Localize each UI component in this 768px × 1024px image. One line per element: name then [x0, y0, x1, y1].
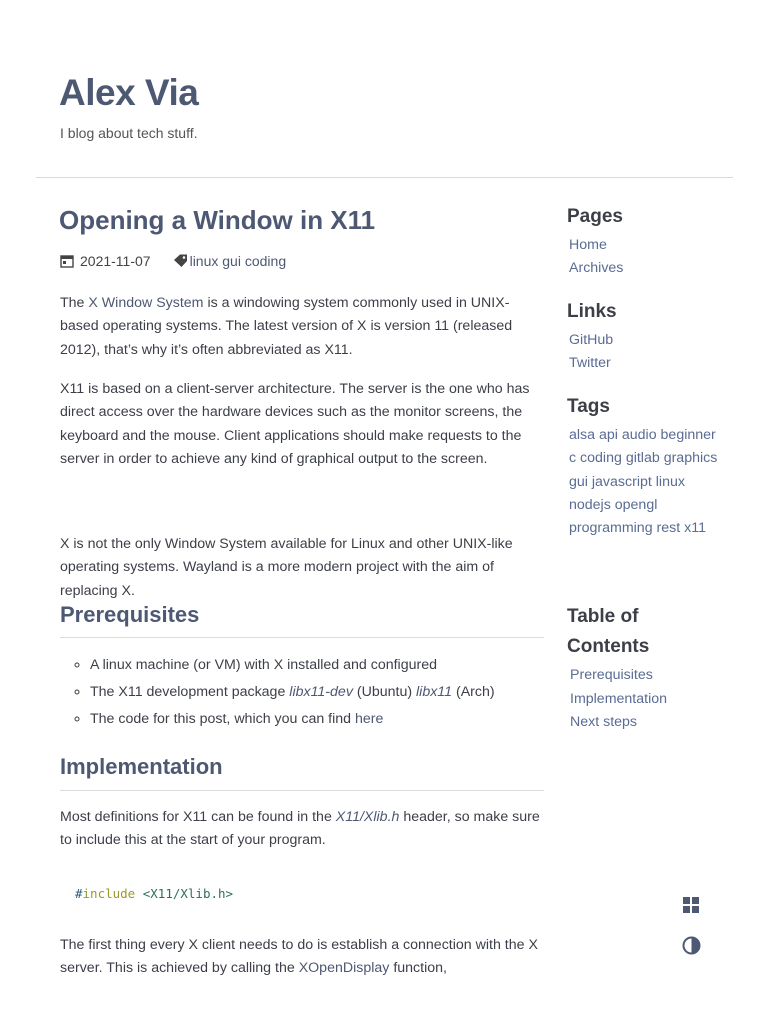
- tag-programming[interactable]: programming: [569, 520, 653, 537]
- tag-opengl[interactable]: opengl: [614, 496, 658, 513]
- package-libx11-dev: libx11-dev: [289, 684, 353, 700]
- tag-c[interactable]: c: [569, 450, 577, 467]
- site-title[interactable]: Alex Via: [59, 72, 199, 113]
- tag-api[interactable]: api: [598, 427, 618, 443]
- sidebar-link-home[interactable]: Home: [569, 237, 607, 253]
- post-tag-gui[interactable]: gui: [222, 253, 241, 269]
- xopendisplay-link[interactable]: XOpenDisplay: [298, 960, 390, 977]
- post-tag-linux[interactable]: linux: [189, 253, 219, 269]
- heading-implementation: Implementation: [60, 754, 223, 779]
- intro-paragraph-3: X is not the only Window System available for Linux and other UNIX-like operating systems. Wayland is a more modern project with the aim of replacing X.: [60, 536, 513, 599]
- sidebar-link-github[interactable]: GitHub: [569, 332, 614, 348]
- toc-link-next-steps[interactable]: Next steps: [570, 714, 638, 730]
- heading-rule: [60, 637, 544, 638]
- post-tag-coding[interactable]: coding: [244, 253, 287, 269]
- sidebar-heading-toc: Table of Contents: [567, 606, 650, 657]
- intro-paragraph-2: X11 is based on a client-server architecture. The server is the one who has direct access over the hardware devices such as the monitor screens, the keyboard and the mouse. Client applications should make requests to the server in order to achieve any kind of graphical output to the screen.: [60, 381, 530, 467]
- package-libx11: libx11: [416, 684, 453, 700]
- toc-link-implementation[interactable]: Implementation: [570, 691, 667, 707]
- sidebar-heading-tags: Tags: [567, 396, 610, 417]
- post-meta: [60, 253, 286, 269]
- site-subtitle: I blog about tech stuff.: [60, 125, 198, 141]
- sidebar-link-twitter[interactable]: Twitter: [569, 355, 611, 371]
- heading-prerequisites: Prerequisites: [60, 602, 200, 627]
- intro-paragraph-1: The X Window System is a windowing system commonly used in UNIX-based operating systems. The latest version of X is version 11 (released 2012), that’s why it’s often abbreviated as X11.: [60, 295, 513, 358]
- sidebar-link-archives[interactable]: Archives: [569, 260, 624, 276]
- x-window-system-link[interactable]: X Window System: [88, 295, 204, 311]
- code-here-link[interactable]: here: [354, 711, 384, 727]
- code-block[interactable]: #include <X11/Xlib.h>: [75, 886, 234, 901]
- tag-nodejs[interactable]: nodejs: [569, 496, 611, 513]
- toc-link-prerequisites[interactable]: Prerequisites: [570, 667, 653, 683]
- tag-gui[interactable]: gui: [569, 473, 588, 490]
- heading-rule: [60, 790, 544, 791]
- tag-audio[interactable]: audio: [621, 427, 657, 443]
- sidebar-heading-links: Links: [567, 301, 617, 322]
- tag-rest[interactable]: rest: [656, 520, 681, 537]
- sidebar-heading-pages: Pages: [567, 206, 623, 227]
- tag-linux[interactable]: linux: [655, 473, 685, 490]
- grid-icon[interactable]: [681, 895, 701, 915]
- implementation-paragraph-2: The first thing every X client needs to do is establish a connection with the X server. This is achieved by calling the XOpenDisplay function,: [60, 937, 538, 977]
- tag-javascript[interactable]: javascript: [591, 473, 652, 490]
- tag-gitlab[interactable]: gitlab: [625, 450, 660, 467]
- list-item: ◦ The code for this post, which you can find here: [90, 706, 560, 733]
- tag-graphics[interactable]: graphics: [663, 450, 718, 467]
- implementation-paragraph-1: Most definitions for X11 can be found in the X11/Xlib.h header, so make sure to include this at the start of your program.: [60, 809, 540, 849]
- tag-x11[interactable]: x11: [684, 520, 706, 537]
- list-item: ◦ A linux machine (or VM) with X installed and configured: [90, 652, 560, 679]
- tag-icon: [173, 254, 187, 268]
- tag-coding[interactable]: coding: [580, 450, 622, 467]
- contrast-icon[interactable]: [681, 935, 701, 955]
- header-divider: [36, 177, 733, 178]
- post-tags: [173, 253, 287, 269]
- site-header: [0, 0, 768, 180]
- calendar-icon: [60, 254, 74, 268]
- tag-alsa[interactable]: alsa: [569, 427, 596, 443]
- sidebar-tag-cloud: [569, 424, 719, 540]
- header-file-name: X11/Xlib.h: [335, 809, 400, 825]
- tag-beginner[interactable]: beginner: [660, 427, 716, 443]
- post-title: Opening a Window in X11: [59, 205, 376, 235]
- list-item: ◦ The X11 development package libx11-dev (Ubuntu) libx11 (Arch): [90, 679, 560, 706]
- prerequisites-list: [60, 652, 560, 733]
- post-date: 2021-11-07: [80, 253, 151, 269]
